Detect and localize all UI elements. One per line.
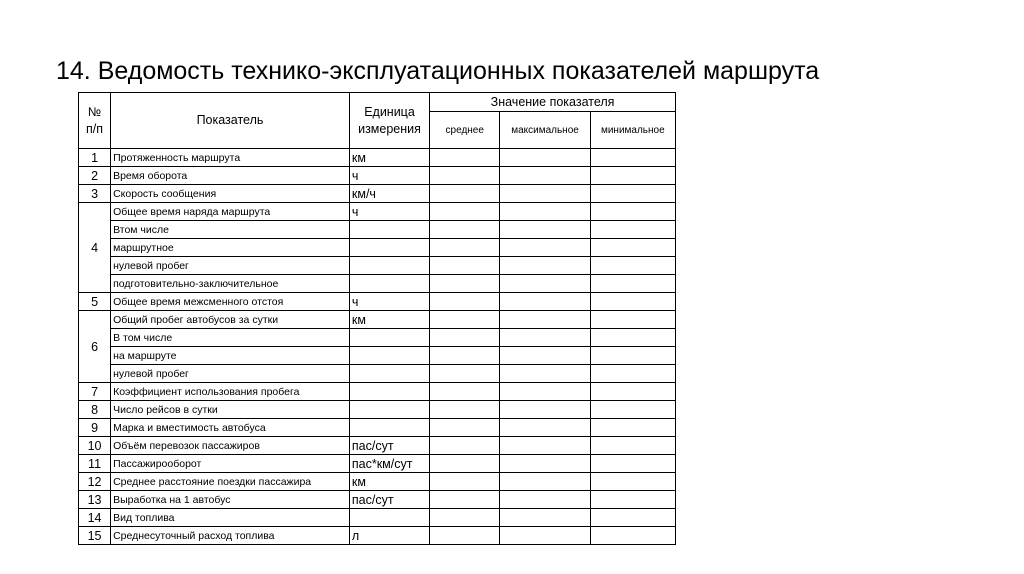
row-number: 9 — [79, 419, 111, 437]
cell-maximum[interactable] — [500, 401, 590, 419]
cell-maximum[interactable] — [500, 221, 590, 239]
row-number: 14 — [79, 509, 111, 527]
row-unit: ч — [349, 203, 429, 221]
table-row — [79, 437, 676, 455]
table-row — [79, 203, 676, 221]
cell-minimum[interactable] — [590, 149, 675, 167]
table-row — [79, 275, 676, 293]
table-row — [79, 509, 676, 527]
indicators-table — [78, 92, 676, 545]
row-label: Время оборота — [111, 167, 350, 185]
header-value-group: Значение показателя — [430, 93, 676, 112]
cell-average[interactable] — [430, 293, 500, 311]
row-label: маршрутное — [111, 239, 350, 257]
row-number: 15 — [79, 527, 111, 545]
cell-minimum[interactable] — [590, 437, 675, 455]
cell-maximum[interactable] — [500, 329, 590, 347]
cell-average[interactable] — [430, 365, 500, 383]
row-unit: пас*км/сут — [349, 455, 429, 473]
cell-average[interactable] — [430, 203, 500, 221]
row-unit: ч — [349, 293, 429, 311]
row-unit: км — [349, 149, 429, 167]
cell-average[interactable] — [430, 527, 500, 545]
row-unit — [349, 509, 429, 527]
row-unit: км — [349, 473, 429, 491]
table-row — [79, 527, 676, 545]
cell-maximum[interactable] — [500, 419, 590, 437]
cell-average[interactable] — [430, 509, 500, 527]
header-average: среднее — [430, 112, 500, 149]
cell-maximum[interactable] — [500, 473, 590, 491]
row-number: 6 — [79, 311, 111, 383]
table-row — [79, 239, 676, 257]
cell-average[interactable] — [430, 167, 500, 185]
row-label: В том числе — [111, 329, 350, 347]
cell-average[interactable] — [430, 491, 500, 509]
table-row — [79, 383, 676, 401]
row-number: 5 — [79, 293, 111, 311]
row-label: Марка и вместимость автобуса — [111, 419, 350, 437]
row-label: нулевой пробег — [111, 257, 350, 275]
row-label: Скорость сообщения — [111, 185, 350, 203]
row-unit — [349, 401, 429, 419]
header-minimum: минимальное — [590, 112, 675, 149]
cell-maximum[interactable] — [500, 203, 590, 221]
row-number: 8 — [79, 401, 111, 419]
row-label: подготовительно-заключительное — [111, 275, 350, 293]
cell-minimum[interactable] — [590, 347, 675, 365]
row-number: 13 — [79, 491, 111, 509]
table-row — [79, 293, 676, 311]
row-label: Втом числе — [111, 221, 350, 239]
cell-maximum[interactable] — [500, 311, 590, 329]
table-row — [79, 491, 676, 509]
row-label: Коэффициент использования пробега — [111, 383, 350, 401]
cell-maximum[interactable] — [500, 293, 590, 311]
cell-maximum[interactable] — [500, 167, 590, 185]
header-indicator: Показатель — [111, 93, 350, 149]
cell-minimum[interactable] — [590, 509, 675, 527]
cell-minimum[interactable] — [590, 185, 675, 203]
row-label: Среднесуточный расход топлива — [111, 527, 350, 545]
table-row — [79, 185, 676, 203]
cell-minimum[interactable] — [590, 491, 675, 509]
table-row — [79, 257, 676, 275]
cell-minimum[interactable] — [590, 311, 675, 329]
cell-minimum[interactable] — [590, 275, 675, 293]
row-unit — [349, 275, 429, 293]
row-unit — [349, 383, 429, 401]
cell-maximum[interactable] — [500, 491, 590, 509]
table-row — [79, 473, 676, 491]
row-number: 3 — [79, 185, 111, 203]
table-row — [79, 401, 676, 419]
page-title: 14. Ведомость технико-эксплуатационных показателей маршрута — [56, 57, 820, 85]
table-row — [79, 329, 676, 347]
cell-average[interactable] — [430, 149, 500, 167]
cell-average[interactable] — [430, 437, 500, 455]
row-label: Выработка на 1 автобус — [111, 491, 350, 509]
row-label: Протяженность маршрута — [111, 149, 350, 167]
row-label: Вид топлива — [111, 509, 350, 527]
row-label: Общее время межсменного отстоя — [111, 293, 350, 311]
row-number: 10 — [79, 437, 111, 455]
cell-minimum[interactable] — [590, 473, 675, 491]
row-unit: пас/сут — [349, 437, 429, 455]
cell-average[interactable] — [430, 329, 500, 347]
cell-average[interactable] — [430, 455, 500, 473]
row-unit — [349, 329, 429, 347]
cell-minimum[interactable] — [590, 293, 675, 311]
cell-maximum[interactable] — [500, 383, 590, 401]
cell-maximum[interactable] — [500, 275, 590, 293]
table-row — [79, 311, 676, 329]
header-maximum: максимальное — [500, 112, 590, 149]
cell-minimum[interactable] — [590, 203, 675, 221]
row-label: Пассажирооборот — [111, 455, 350, 473]
row-unit — [349, 221, 429, 239]
table-row — [79, 149, 676, 167]
cell-average[interactable] — [430, 185, 500, 203]
cell-maximum[interactable] — [500, 257, 590, 275]
table-row — [79, 221, 676, 239]
cell-average[interactable] — [430, 347, 500, 365]
row-unit — [349, 365, 429, 383]
cell-average[interactable] — [430, 419, 500, 437]
cell-minimum[interactable] — [590, 455, 675, 473]
cell-average[interactable] — [430, 275, 500, 293]
row-label: Объём перевозок пассажиров — [111, 437, 350, 455]
cell-maximum[interactable] — [500, 455, 590, 473]
cell-minimum[interactable] — [590, 383, 675, 401]
row-number: 4 — [79, 203, 111, 293]
row-number: 7 — [79, 383, 111, 401]
cell-maximum[interactable] — [500, 437, 590, 455]
cell-average[interactable] — [430, 257, 500, 275]
row-number: 12 — [79, 473, 111, 491]
cell-maximum[interactable] — [500, 347, 590, 365]
cell-minimum[interactable] — [590, 401, 675, 419]
row-label: Среднее расстояние поездки пассажира — [111, 473, 350, 491]
cell-minimum[interactable] — [590, 221, 675, 239]
cell-maximum[interactable] — [500, 365, 590, 383]
cell-maximum[interactable] — [500, 149, 590, 167]
cell-minimum[interactable] — [590, 239, 675, 257]
header-number: № п/п — [79, 93, 111, 149]
table-row — [79, 455, 676, 473]
row-unit: км/ч — [349, 185, 429, 203]
cell-minimum[interactable] — [590, 257, 675, 275]
cell-average[interactable] — [430, 239, 500, 257]
row-number: 2 — [79, 167, 111, 185]
table-row — [79, 419, 676, 437]
row-number: 1 — [79, 149, 111, 167]
cell-average[interactable] — [430, 473, 500, 491]
cell-minimum[interactable] — [590, 329, 675, 347]
row-unit: ч — [349, 167, 429, 185]
row-label: нулевой пробег — [111, 365, 350, 383]
row-number: 11 — [79, 455, 111, 473]
header-unit: Единица измерения — [349, 93, 429, 149]
row-unit: пас/сут — [349, 491, 429, 509]
row-label: Общий пробег автобусов за сутки — [111, 311, 350, 329]
table-row — [79, 347, 676, 365]
row-label: Общее время наряда маршрута — [111, 203, 350, 221]
cell-minimum[interactable] — [590, 527, 675, 545]
cell-minimum[interactable] — [590, 365, 675, 383]
row-unit: км — [349, 311, 429, 329]
cell-average[interactable] — [430, 221, 500, 239]
table-row — [79, 167, 676, 185]
row-unit — [349, 239, 429, 257]
row-unit — [349, 419, 429, 437]
cell-maximum[interactable] — [500, 239, 590, 257]
cell-average[interactable] — [430, 311, 500, 329]
table-row — [79, 365, 676, 383]
cell-minimum[interactable] — [590, 419, 675, 437]
cell-minimum[interactable] — [590, 167, 675, 185]
cell-maximum[interactable] — [500, 185, 590, 203]
row-unit — [349, 257, 429, 275]
cell-average[interactable] — [430, 383, 500, 401]
cell-maximum[interactable] — [500, 509, 590, 527]
cell-maximum[interactable] — [500, 527, 590, 545]
row-label: на маршруте — [111, 347, 350, 365]
row-unit — [349, 347, 429, 365]
row-label: Число рейсов в сутки — [111, 401, 350, 419]
cell-average[interactable] — [430, 401, 500, 419]
row-unit: л — [349, 527, 429, 545]
